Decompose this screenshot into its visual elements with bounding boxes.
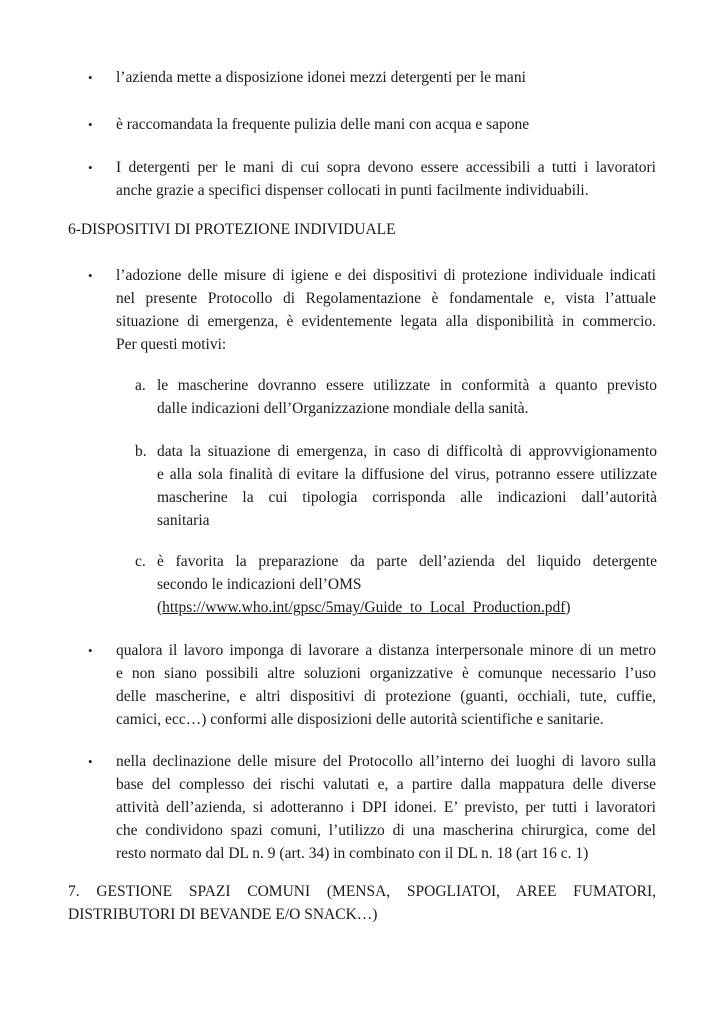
link-line xyxy=(157,596,657,619)
text-line: qualora il lavoro imponga di lavorare a distanza interpersonale minore di un metro xyxy=(116,642,656,659)
sub-item-a xyxy=(135,374,657,420)
heading-line: 7. GESTIONE SPAZI COMUNI (MENSA, SPOGLIATOI, AREE FUMATORI, xyxy=(68,883,656,900)
text-line: nel presente Protocollo di Regolamentazione è fondamentale e, vista l’attuale xyxy=(116,290,656,307)
bullet-hand-detergents xyxy=(88,66,656,89)
text-line: Per questi motivi: xyxy=(116,336,227,353)
bullet-icon: • xyxy=(88,70,93,85)
section-7-heading xyxy=(68,880,656,926)
text-line: delle mascherine, e altri dispositivi di protezione (guanti, occhiali, tute, cuffie, xyxy=(116,688,656,705)
bullet-icon: • xyxy=(88,268,93,283)
text-line: è favorita la preparazione da parte dell’azienda del liquido detergente xyxy=(157,553,657,570)
sub-item-c xyxy=(135,550,657,619)
list-marker: c. xyxy=(135,553,146,570)
text-line: e alla sola finalità di evitare la diffusione del virus, potranno essere utilizzate xyxy=(157,466,657,483)
text-line: l’adozione delle misure di igiene e dei dispositivi di protezione individuale indicati xyxy=(116,267,656,284)
sub-item-b xyxy=(135,440,657,532)
text-line: secondo le indicazioni dell’OMS xyxy=(157,576,362,593)
text-line: mascherine la cui tipologia corrisponda alle indicazioni dall’autorità xyxy=(157,489,657,506)
who-guide-link[interactable]: https://www.who.int/gpsc/5may/Guide_to_Local_Production.pdf xyxy=(162,599,566,616)
bullet-hand-washing xyxy=(88,113,656,136)
bullet-icon: • xyxy=(88,117,93,132)
bullet-dispensers xyxy=(88,156,656,202)
text-line: che condividono spazi comuni, l’utilizzo di una mascherina chirurgica, come del xyxy=(116,822,656,839)
bullet-masks-distance xyxy=(88,639,656,731)
text-line: sanitaria xyxy=(157,512,210,529)
text-line: anche grazie a specifici dispenser collocati in punti facilmente individuabili. xyxy=(116,182,589,199)
text-line: camici, ecc…) conformi alle disposizioni delle autorità scientifiche e sanitarie. xyxy=(116,711,604,728)
text-line: base del complesso dei rischi valutati e, a partire dalla mappatura delle diverse xyxy=(116,776,656,793)
bullet-dpi-declination xyxy=(88,750,656,865)
text-line: situazione di emergenza, è evidentemente legata alla disponibilità in commercio. xyxy=(116,313,656,330)
text-line: le mascherine dovranno essere utilizzate in conformità a quanto previsto xyxy=(157,377,657,394)
text-line: dalle indicazioni dell’Organizzazione mondiale della sanità. xyxy=(157,400,529,417)
text-line: data la situazione di emergenza, in caso di difficoltà di approvvigionamento xyxy=(157,443,657,460)
list-marker: a. xyxy=(135,377,146,394)
bullet-icon: • xyxy=(88,160,93,175)
text-line: l’azienda mette a disposizione idonei mezzi detergenti per le mani xyxy=(116,69,526,86)
section-6-heading: 6-DISPOSITIVI DI PROTEZIONE INDIVIDUALE xyxy=(68,221,396,238)
text-line: I detergenti per le mani di cui sopra devono essere accessibili a tutti i lavoratori xyxy=(116,159,656,176)
text-line: e non siano possibili altre soluzioni organizzative è comunque necessario l’uso xyxy=(116,665,656,682)
link-close-paren: ) xyxy=(565,599,571,616)
link-open-paren: ( xyxy=(157,599,163,616)
text-line: attività dell’azienda, si adotteranno i DPI idonei. E’ previsto, per tutti i lavoratori xyxy=(116,799,656,816)
bullet-icon: • xyxy=(88,754,93,769)
list-marker: b. xyxy=(135,443,147,460)
text-line: resto normato dal DL n. 9 (art. 34) in combinato con il DL n. 18 (art 16 c. 1) xyxy=(116,845,589,862)
text-line: è raccomandata la frequente pulizia delle mani con acqua e sapone xyxy=(116,116,530,133)
bullet-icon: • xyxy=(88,643,93,658)
heading-line: DISTRIBUTORI DI BEVANDE E/O SNACK…) xyxy=(68,906,378,923)
bullet-ppe-adoption xyxy=(88,264,656,356)
text-line: nella declinazione delle misure del Protocollo all’interno dei luoghi di lavoro sulla xyxy=(116,753,656,770)
